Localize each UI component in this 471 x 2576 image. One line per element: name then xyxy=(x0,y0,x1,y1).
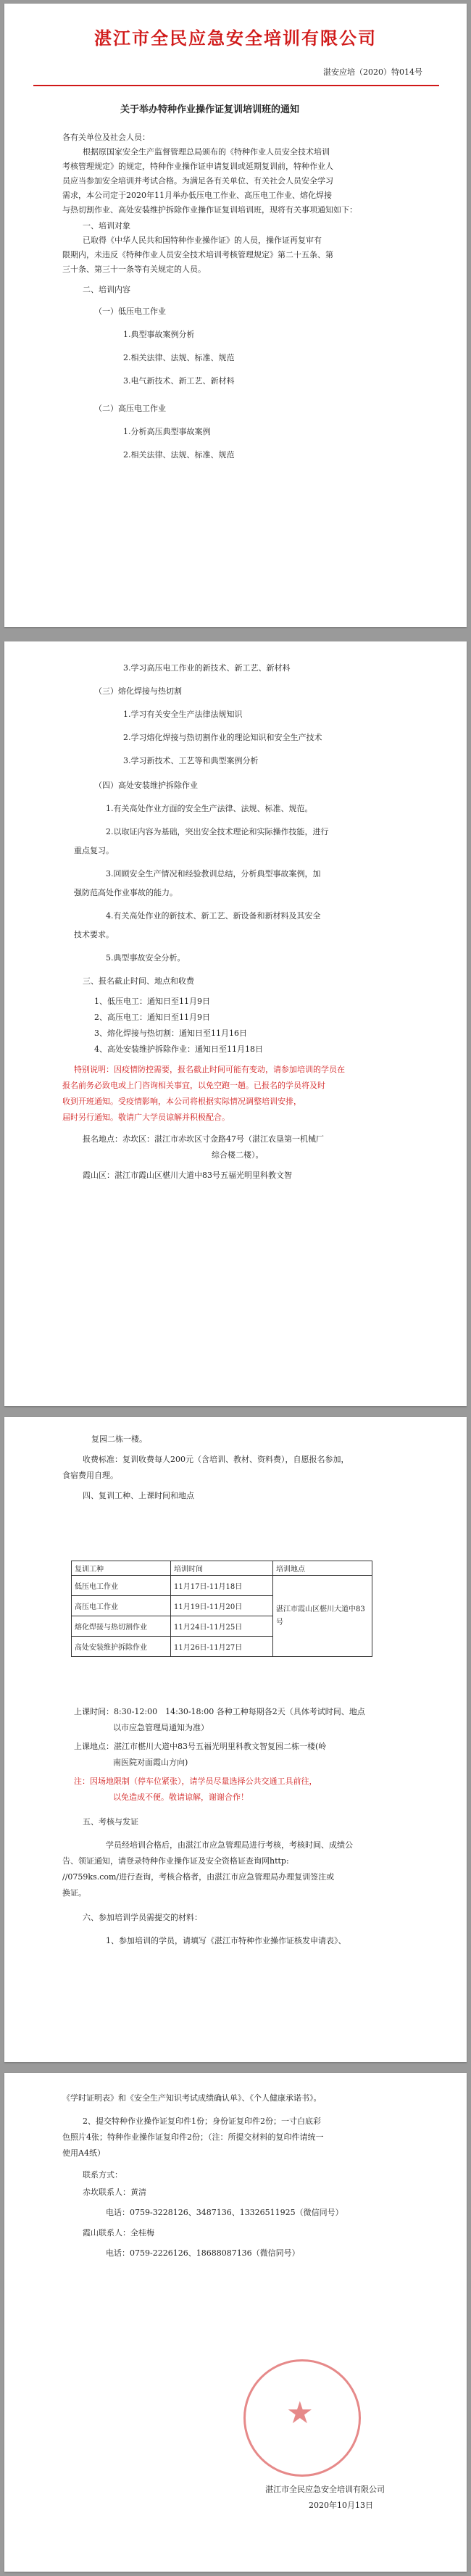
document-page-3 xyxy=(4,1417,467,2062)
list-item: 2.相关法律、法规、标准、规范 xyxy=(123,450,235,460)
section-heading: 四、复训工种、上课时间和地点 xyxy=(83,1491,194,1500)
document-page-1 xyxy=(4,4,467,627)
epidemic-warning: 报名前务必致电或上门咨询相关事宜，以免空跑一趟。已报名的学员将及时 xyxy=(62,1081,325,1090)
exam-line: 学员经培训合格后，由湛江市应急管理局进行考核，考核时间、成绩公 xyxy=(106,1840,353,1850)
table-cell: 高处安装维护拆除作业 xyxy=(72,1637,171,1657)
list-item: 2.以取证内容为基础，突出安全技术理论和实际操作技能，进行 xyxy=(106,827,329,836)
list-item: 3.电气新技术、新工艺、新材料 xyxy=(123,376,235,386)
list-item: 5.典型事故安全分析。 xyxy=(106,953,186,963)
list-item: 3.回顾安全生产情况和经验教训总结，分析典型事故案例，加 xyxy=(106,869,321,878)
fee-line: 食宿费用自理。 xyxy=(62,1471,118,1480)
contact-phone: 电话：0759-2226126、18688087136（微信同号） xyxy=(106,2248,300,2258)
address-line: 报名地点：赤坎区：湛江市赤坎区寸金路47号（湛江农垦第一机械厂 xyxy=(83,1134,324,1144)
table-header-row xyxy=(72,1561,372,1576)
schedule-table xyxy=(71,1561,372,1657)
table-header-cell: 培训地点 xyxy=(273,1561,372,1576)
table-cell-place: 湛江市霞山区椹川大道中83号 xyxy=(273,1576,372,1657)
header-divider xyxy=(33,85,439,86)
deadline-item: 1、低压电工：通知日至11月9日 xyxy=(94,997,210,1006)
contact-phone: 电话：0759-3228126、3487136、13326511925（微信同号） xyxy=(106,2208,343,2217)
exam-line: 告、领证通知，请登录特种作业操作证及安全资格证查询网http: xyxy=(62,1856,289,1866)
table-cell: 熔化焊接与热切割作业 xyxy=(72,1616,171,1637)
address-cont: 复园二栋一楼。 xyxy=(91,1434,147,1444)
seal-star-icon: ★ xyxy=(286,2395,314,2430)
epidemic-warning: 届时另行通知。敬请广大学员谅解并积极配合。 xyxy=(62,1113,230,1122)
exam-line: 换证。 xyxy=(62,1888,86,1898)
epidemic-warning: 收到开班通知。受疫情影响，本公司将根据实际情况调整培训安排， xyxy=(62,1097,301,1106)
deadline-item: 2、高压电工：通知日至11月9日 xyxy=(94,1013,210,1022)
address-line: 霞山区：湛江市霞山区椹川大道中83号五福光明里科教文智 xyxy=(83,1171,292,1180)
contact-heading: 联系方式： xyxy=(83,2170,122,2180)
contact-name: 赤坎联系人：黄清 xyxy=(83,2187,146,2197)
list-item: 3.学习高压电工作业的新技术、新工艺、新材料 xyxy=(123,663,291,673)
list-item-cont: 重点复习。 xyxy=(74,846,114,855)
exam-line: //0759ks.com/进行查询，考核合格者，由湛江市应急管理局办理复训签注或 xyxy=(62,1872,335,1882)
document-page-4 xyxy=(4,2073,467,2572)
signature-date: 2020年10月13日 xyxy=(309,2501,373,2510)
company-seal xyxy=(243,2359,361,2477)
table-header-cell: 培训时间 xyxy=(171,1561,273,1576)
class-location: 上课地点：湛江市椹川大道中83号五福光明里科教文智复园二栋一楼(岭 xyxy=(74,1742,327,1751)
material-line: 2、提交特种作业操作证复印件1份；身份证复印件2份；一寸白底彩 xyxy=(83,2116,321,2126)
fee-line: 收费标准：复训收费每人200元（含培训、教材、资料费），自愿报名参加， xyxy=(83,1455,349,1464)
parking-note: 以免造成不便。敬请谅解，谢谢合作！ xyxy=(113,1792,249,1802)
intro-line: 根据原国家安全生产监督管理总局颁布的《特种作业人员安全技术培训 xyxy=(83,147,330,157)
table-row xyxy=(72,1576,372,1596)
table-cell: 11月17日-11月18日 xyxy=(171,1576,273,1596)
signature-org: 湛江市全民应急安全培训有限公司 xyxy=(265,2485,385,2494)
deadline-item: 3、熔化焊接与热切割：通知日至11月16日 xyxy=(94,1029,247,1038)
material-line: 《学时证明表》和《安全生产知识考试成绩确认单》、《个人健康承诺书》。 xyxy=(62,2093,322,2103)
subsection-heading: （二）高压电工作业 xyxy=(94,404,166,413)
intro-line: 与热切割作业、高处安装维护拆除作业操作证复训培训班，现将有关事项通知如下： xyxy=(62,205,357,215)
material-line: 色照片4张；特种作业操作证复印件2份；（注：所提交材料的复印件请统一 xyxy=(62,2132,324,2142)
subsection-heading: （四）高处安装维护拆除作业 xyxy=(94,781,198,790)
intro-line: 需求，本公司定于2020年11月举办低压电工作业、高压电工作业、熔化焊接 xyxy=(62,191,332,200)
intro-line: 员应当参加安全培训并考试合格。为满足各有关单位、有关社会人员安全学习 xyxy=(62,176,333,186)
list-item: 1.分析高压典型事故案例 xyxy=(123,427,211,436)
body-line: 三十条、第三十一条等有关规定的人员。 xyxy=(62,265,206,274)
org-header: 湛江市全民应急安全培训有限公司 xyxy=(94,28,377,49)
section-heading: 三、报名截止时间、地点和收费 xyxy=(83,976,194,986)
list-item: 1.典型事故案例分析 xyxy=(123,330,195,339)
class-time: 上课时间：8:30-12:00 14:30-18:00 各种工种每期各2天（具体考试时间、地点 xyxy=(74,1707,365,1716)
salutation: 各有关单位及社会人员： xyxy=(62,133,150,142)
table-cell: 低压电工作业 xyxy=(72,1576,171,1596)
deadline-item: 4、高处安装维护拆除作业：通知日至11月18日 xyxy=(94,1044,263,1054)
section-heading: 五、考核与发证 xyxy=(83,1817,138,1827)
subsection-heading: （一）低压电工作业 xyxy=(94,307,166,316)
contact-name: 霞山联系人：全桂梅 xyxy=(83,2228,154,2238)
list-item: 4.有关高处作业的新技术、新工艺、新设备和新材料及其安全 xyxy=(106,911,321,921)
table-cell: 高压电工作业 xyxy=(72,1596,171,1616)
epidemic-warning: 特别说明：因疫情防控需要，报名截止时间可能有变动，请参加培训的学员在 xyxy=(74,1065,345,1074)
table-cell: 11月24日-11月25日 xyxy=(171,1616,273,1637)
material-line: 1、参加培训的学员，请填写《湛江市特种作业操作证核发申请表》、 xyxy=(106,1936,346,1945)
intro-line: 考核管理规定》的规定，特种作业操作证申请复训或延期复训前，特种作业人 xyxy=(62,162,333,171)
list-item: 2.学习熔化焊接与热切割作业的理论知识和安全生产技术 xyxy=(123,733,322,742)
body-line: 限期内，未违反《特种作业人员安全技术培训考核管理规定》第二十五条、第 xyxy=(62,250,333,259)
section-heading: 一、培训对象 xyxy=(83,221,130,230)
section-heading: 六、参加培训学员需提交的材料： xyxy=(83,1913,202,1922)
class-location: 南医院对面霞山方向) xyxy=(113,1758,188,1767)
list-item: 2.相关法律、法规、标准、规范 xyxy=(123,353,235,362)
doc-number: 湛安应培（2020）特014号 xyxy=(323,67,422,77)
list-item: 1.有关高处作业方面的安全生产法律、法规、标准、规范。 xyxy=(106,804,313,813)
list-item-cont: 强防范高处作业事故的能力。 xyxy=(74,888,178,897)
parking-note: 注：因场地限制（停车位紧张），请学员尽量选择公共交通工具前往， xyxy=(74,1777,317,1786)
list-item: 1.学习有关安全生产法律法规知识 xyxy=(123,710,243,719)
subsection-heading: （三）熔化焊接与热切割 xyxy=(94,686,182,696)
material-line: 使用A4纸） xyxy=(62,2148,105,2158)
address-line: 综合楼二楼）。 xyxy=(212,1150,264,1160)
body-line: 已取得《中华人民共和国特种作业操作证》的人员，操作证再复审有 xyxy=(83,236,322,245)
table-header-cell: 复训工种 xyxy=(72,1561,171,1576)
notice-title: 关于举办特种作业操作证复训培训班的通知 xyxy=(120,104,300,115)
table-cell: 11月26日-11月27日 xyxy=(171,1637,273,1657)
class-time: 以市应急管理局通知为准） xyxy=(113,1723,209,1732)
list-item: 3.学习新技术、工艺等和典型案例分析 xyxy=(123,756,259,765)
table-cell: 11月19日-11月20日 xyxy=(171,1596,273,1616)
document-page-2 xyxy=(4,641,467,1406)
section-heading: 二、培训内容 xyxy=(83,285,130,294)
list-item-cont: 技术要求。 xyxy=(74,930,114,939)
